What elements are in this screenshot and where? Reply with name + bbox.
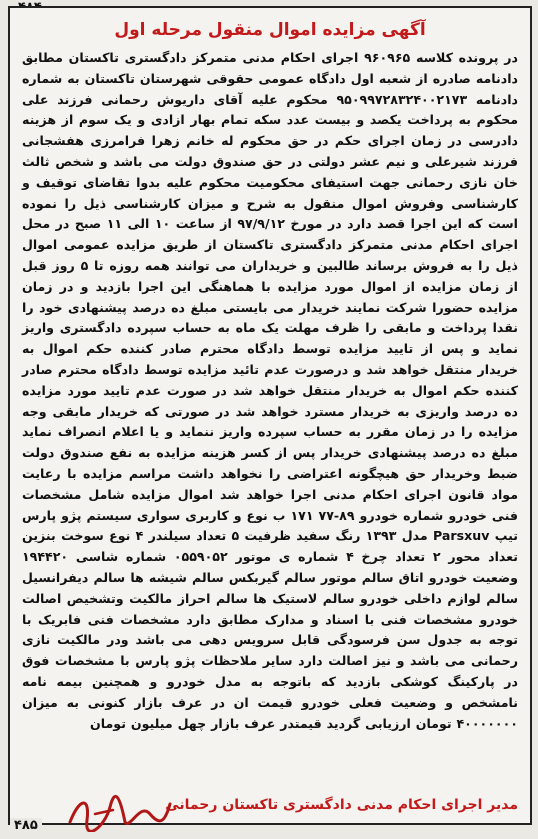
notice-title: آگهی مزایده اموال منقول مرحله اول	[114, 20, 426, 40]
signature-icon	[65, 792, 175, 832]
notice-signatory: مدیر اجرای احکام مدنی دادگستری تاکستان رحمانی	[165, 797, 518, 813]
notice-body: در پرونده کلاسه ۹۶۰۹۶۵ اجرای احکام مدنی متمرکز دادگستری تاکستان مطابق دادنامه صادره از شعبه اول دادگاه عمومی حقوقی شهرستان تاکستان به شماره دادنامه ۹۵۰۹۹۷۲۸۳۲۴۰۰۲۱۷۳ محکوم علیه آقای داریوش رحمانی فرزند علی محکوم به پرداخت یکصد و بیست عدد سکه تمام بهار ازادی و یک سوم از هزینه دادرسی در زمان اجرای حکم در حق محکوم له خانم زهرا فرامرزی هفشجانی فرزند شیرعلی و نیم عشر دولتی در حق صندوق دولت می باشد و شخص ثالث خان نازی رحمانی جهت استیفای محکومیت محکوم علیه بدوا تقاضای توقیف و کارشناسی وفروش اموال منقول به شرح و میزان کارشناسی ذیل را نموده است که این اجرا قصد دارد در مورخ ۹۷/۹/۱۲ از ساعت ۱۰ الی ۱۱ صبح در محل اجرای احکام مدنی متمرکز دادگستری تاکستان از طریق مزایده عمومی اموال ذیل را به فروش برساند طالبین و خریداران می توانند همه روزه تا ۵ روز قبل از زمان مزایده از اموال مورد مزایده با هماهنگی این اجرا بازدید و در زمان مزایده حضورا شرکت نمایند خریدار می بایستی مبلغ ده درصد پیشنهادی خود را نقدا پرداخت و مابقی را ظرف مهلت یک ماه به حساب سپرده دادگستری واریز نماید و پس از تایید مزایده توسط دادگاه محترم صادر کننده حکم اموال به خریدار منتقل خواهد شد و درصورت عدم تائید مزایده توسط دادگاه محترم صادر کننده حکم اموال به خریدار منتقل خواهد شد در صورت عدم تایید مورد مزایده ده درصد واریزی به خریدار مسترد خواهد شد در صورتی که خریدار مابقی وجه مزایده را در زمان مقرر به حساب سپرده واریز ننماید و یا اعلام انصراف نماید مبلغ ده درصد پیشنهادی خریدار پس از کسر هزینه مزایده به نفع صندوق دولت ضبط وخریدار حق هیچگونه اعتراضی را نخواهد داشت مراسم مزایده با رعایت مواد قانون اجرای احکام مدنی اجرا خواهد شد اموال مزایده شامل مشخصات فنی خودرو شماره خودرو ۸۹-۷۷ ۱۷۱ ب نوع و کاربری سواری سیستم پژو پارس تیپ Parsxuv مدل ۱۳۹۳ رنگ سفید ظرفیت ۵ تعداد سیلندر ۴ نوع سوخت بنزین تعداد محور ۲ تعداد چرخ ۴ شماره ی موتور ۰۵۵۹۰۵۲ شماره شاسی ۱۹۴۴۲۰ وضعیت خودرو اتاق سالم موتور سالم گیربکس سالم شیشه ها سالم دیفرانسیل سالم لوازم داخلی خودرو سالم لاستیک ها سالم احراز مالکیت وتشخیص اصالت خودرو مشخصات فنی با اسناد و مدارک مطابق دارد مشخصات فنی فابریک با توجه به جدول سن فرسودگی قابل سرویس دهی می باشد ودر مالکیت نازی رحمانی می باشد و نیز اصالت دارد سایر ملاحظات پژو پارس با مشخصات فوق در پارکینگ کوشکی بازدید که باتوجه به مدل خودرو و همچنین بیمه نامه نامشخص و وضعیت فعلی خودرو قیمت ان در عرف بازار کنونی به میزان ۴۰۰۰۰۰۰۰ تومان ارزیابی گردید قیمتدر عرف بازار چهل میلیون تومان	[22, 50, 518, 731]
page-number-bottom: ۴۸۵	[10, 818, 42, 833]
notice-frame	[8, 6, 532, 825]
